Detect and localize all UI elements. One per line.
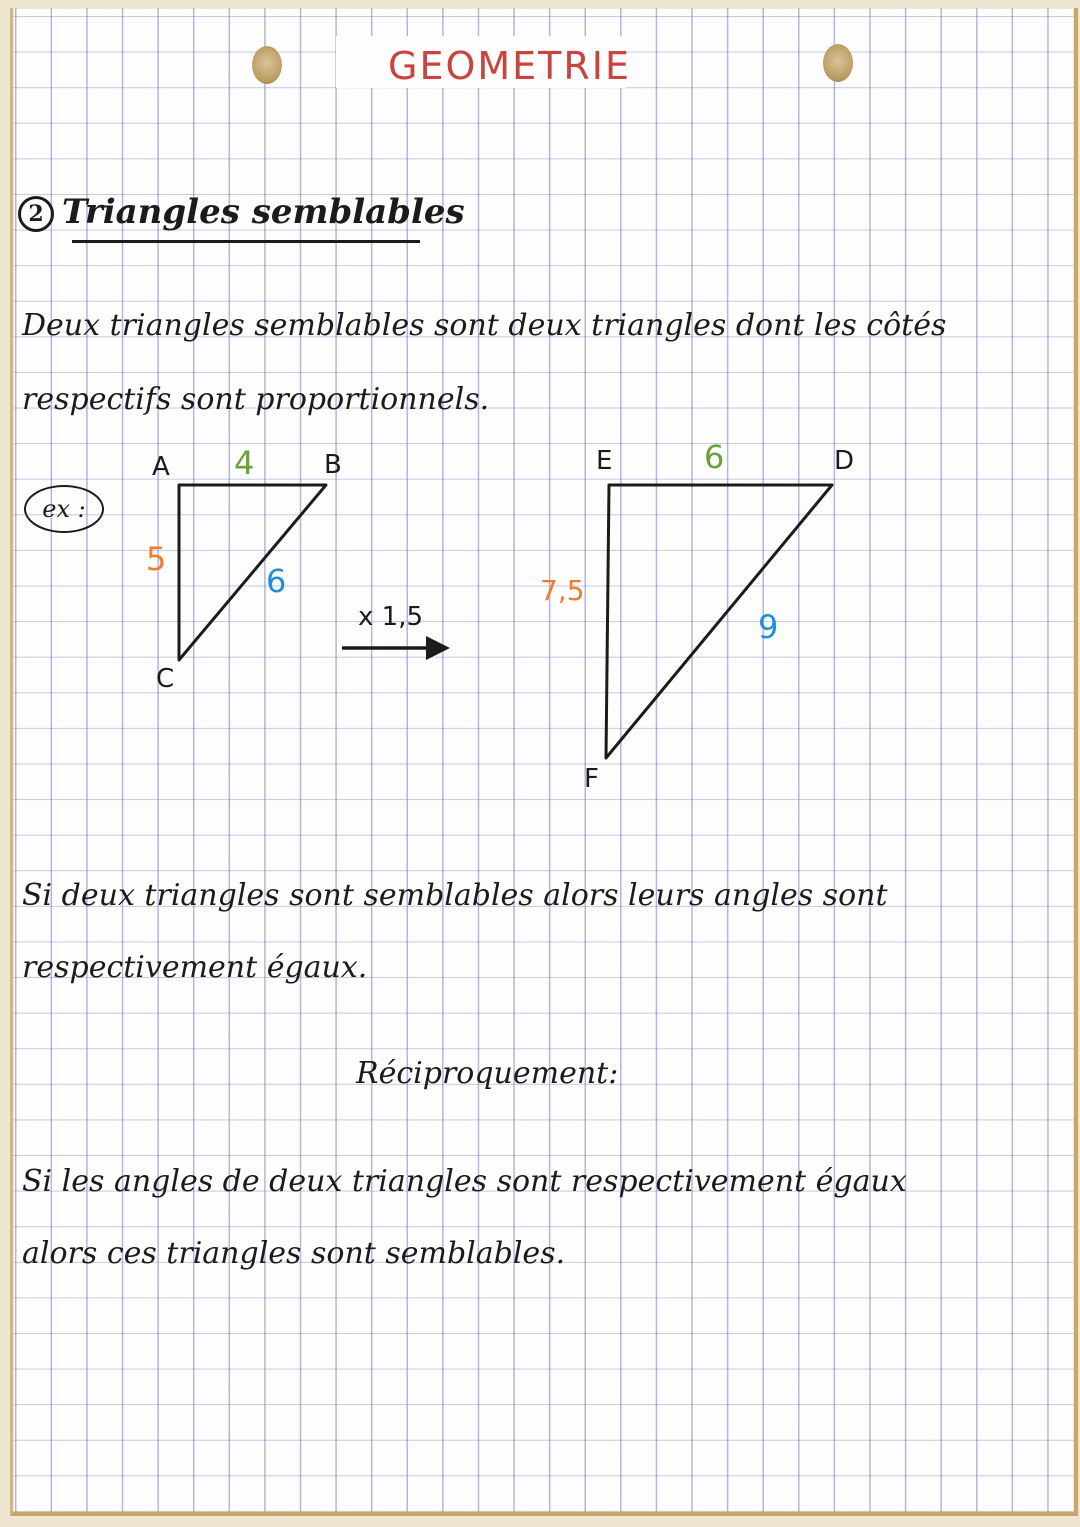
vertex-label-d: D [834, 446, 855, 476]
section-number-badge: 2 [18, 196, 54, 232]
side-df-length: 9 [758, 608, 779, 646]
side-ed-length: 6 [704, 438, 725, 476]
vertex-label-f: F [584, 764, 599, 794]
arrow-head-icon [426, 636, 450, 660]
converse-heading: Réciproquement: [356, 1056, 619, 1091]
vertex-label-e: E [596, 446, 613, 476]
vertex-label-a: A [152, 452, 170, 482]
section-title: Triangles semblables [62, 192, 465, 232]
converse-line-2: alors ces triangles sont semblables. [22, 1236, 566, 1271]
property-line-2: respectivement égaux. [22, 950, 368, 985]
page-title: GEOMETRIE [388, 44, 631, 88]
vertex-label-b: B [324, 450, 342, 480]
converse-line-1: Si les angles de deux triangles sont respectivement égaux [22, 1164, 907, 1199]
side-ab-length: 4 [234, 444, 255, 482]
property-line-1: Si deux triangles sont semblables alors leurs angles sont [22, 878, 888, 913]
definition-line-2: respectifs sont proportionnels. [22, 382, 490, 417]
scale-factor-label: x 1,5 [358, 602, 423, 632]
side-bc-length: 6 [266, 562, 287, 600]
vertex-label-c: C [156, 664, 175, 694]
triangle-abc [179, 485, 326, 660]
scale-arrow [342, 636, 450, 660]
side-ac-length: 5 [146, 540, 167, 578]
triangle-edf [606, 485, 832, 758]
example-badge: ex : [24, 485, 104, 533]
side-ef-length: 7,5 [540, 574, 585, 607]
definition-line-1: Deux triangles semblables sont deux triangles dont les côtés [22, 308, 947, 343]
